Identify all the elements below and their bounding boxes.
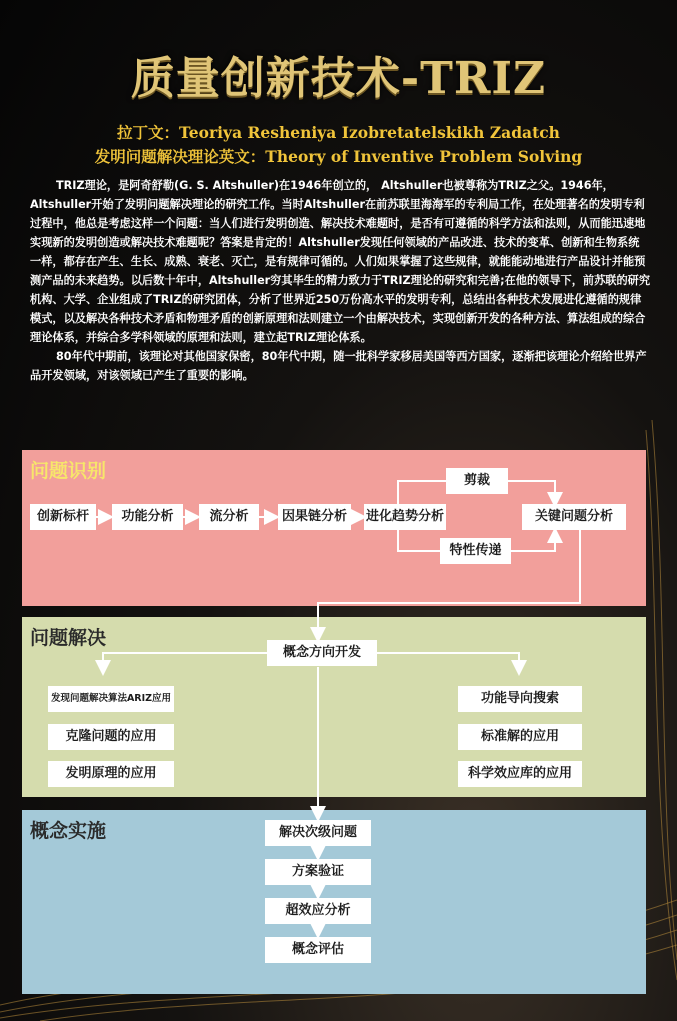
- box-trimming: 剪裁: [446, 468, 508, 494]
- box-feature-transfer: 特性传递: [440, 538, 511, 564]
- stage3-title: 概念实施: [30, 820, 107, 842]
- box-function-analysis: 功能分析: [112, 504, 183, 530]
- box-ariz-application: 发现问题解决算法ARIZ应用: [48, 686, 174, 712]
- box-standard-solutions: 标准解的应用: [458, 724, 582, 750]
- stage1-title: 问题识别: [30, 460, 107, 482]
- box-key-problem-analysis: 关键问题分析: [522, 504, 626, 530]
- box-function-oriented-search: 功能导向搜索: [458, 686, 582, 712]
- box-solution-verification: 方案验证: [265, 859, 371, 885]
- latin-subtitle: 拉丁文：Teoriya Resheniya Izobretatelskikh Zadatch: [117, 123, 560, 142]
- box-effects-database: 科学效应库的应用: [458, 761, 582, 787]
- box-causal-chain-analysis: 因果链分析: [278, 504, 351, 530]
- box-super-effect-analysis: 超效应分析: [265, 898, 371, 924]
- intro-text: [30, 176, 650, 385]
- box-inventive-principles: 发明原理的应用: [48, 761, 174, 787]
- box-flow-analysis: 流分析: [199, 504, 259, 530]
- box-innovation-benchmark: 创新标杆: [30, 504, 96, 530]
- box-concept-evaluation: 概念评估: [265, 937, 371, 963]
- intro-paragraph-2: 80年代中期前，该理论对其他国家保密，80年代中期，随一批科学家移居美国等西方国家，逐渐把该理论介绍给世界产品开发领域，对该领域已产生了重要的影响。: [30, 350, 647, 382]
- english-subtitle: 发明问题解决理论英文：Theory of Inventive Problem Solving: [94, 147, 583, 166]
- intro-paragraph-1: TRIZ理论，是阿奇舒勒(G. S. Altshuller)在1946年创立的， Altshuller也被尊称为TRIZ之父。1946年，Altshuller开始了发明问题解决理论的研究工作。当时Altshuller在前苏联里海海军的专利局工作，在处理著名的发明专利过程中，他总是考虑这样一个问题：当人们进行发明创造、解决技术难题时，是否有可遵循的科学方法和法则，从而能迅速地实现新的发明创造或解决技术难题呢？答案是肯定的！Altshuller发现任何领域的产品改进、技术的变革、创新和生物系统一样，都存在产生、生长、成熟、衰老、灭亡，是有规律可循的。人们如果掌握了这些规律，就能能动地进行产品设计并能预测产品的未来趋势。以后数十年中，Altshuller穷其毕生的精力致力于TRIZ理论的研究和完善;在他的领导下，前苏联的研究机构、大学、企业组成了TRIZ的研究团体，分析了世界近250万份高水平的发明专利，总结出各种技术发展进化遵循的规律模式，以及解决各种技术矛盾和物理矛盾的创新原理和法则建立一个由解决技术，实现创新开发的各种方法、算法组成的综合理论体系，并综合多学科领域的原理和法则，建立起TRIZ理论体系。: [30, 179, 651, 344]
- box-clone-problem: 克隆问题的应用: [48, 724, 174, 750]
- box-solve-secondary-problems: 解决次级问题: [265, 820, 371, 846]
- page-title: 质量创新技术-TRIZ: [130, 53, 547, 104]
- box-evolution-trend-analysis: 进化趋势分析: [364, 504, 446, 530]
- stage2-title: 问题解决: [30, 627, 107, 649]
- box-concept-direction-development: 概念方向开发: [267, 640, 377, 666]
